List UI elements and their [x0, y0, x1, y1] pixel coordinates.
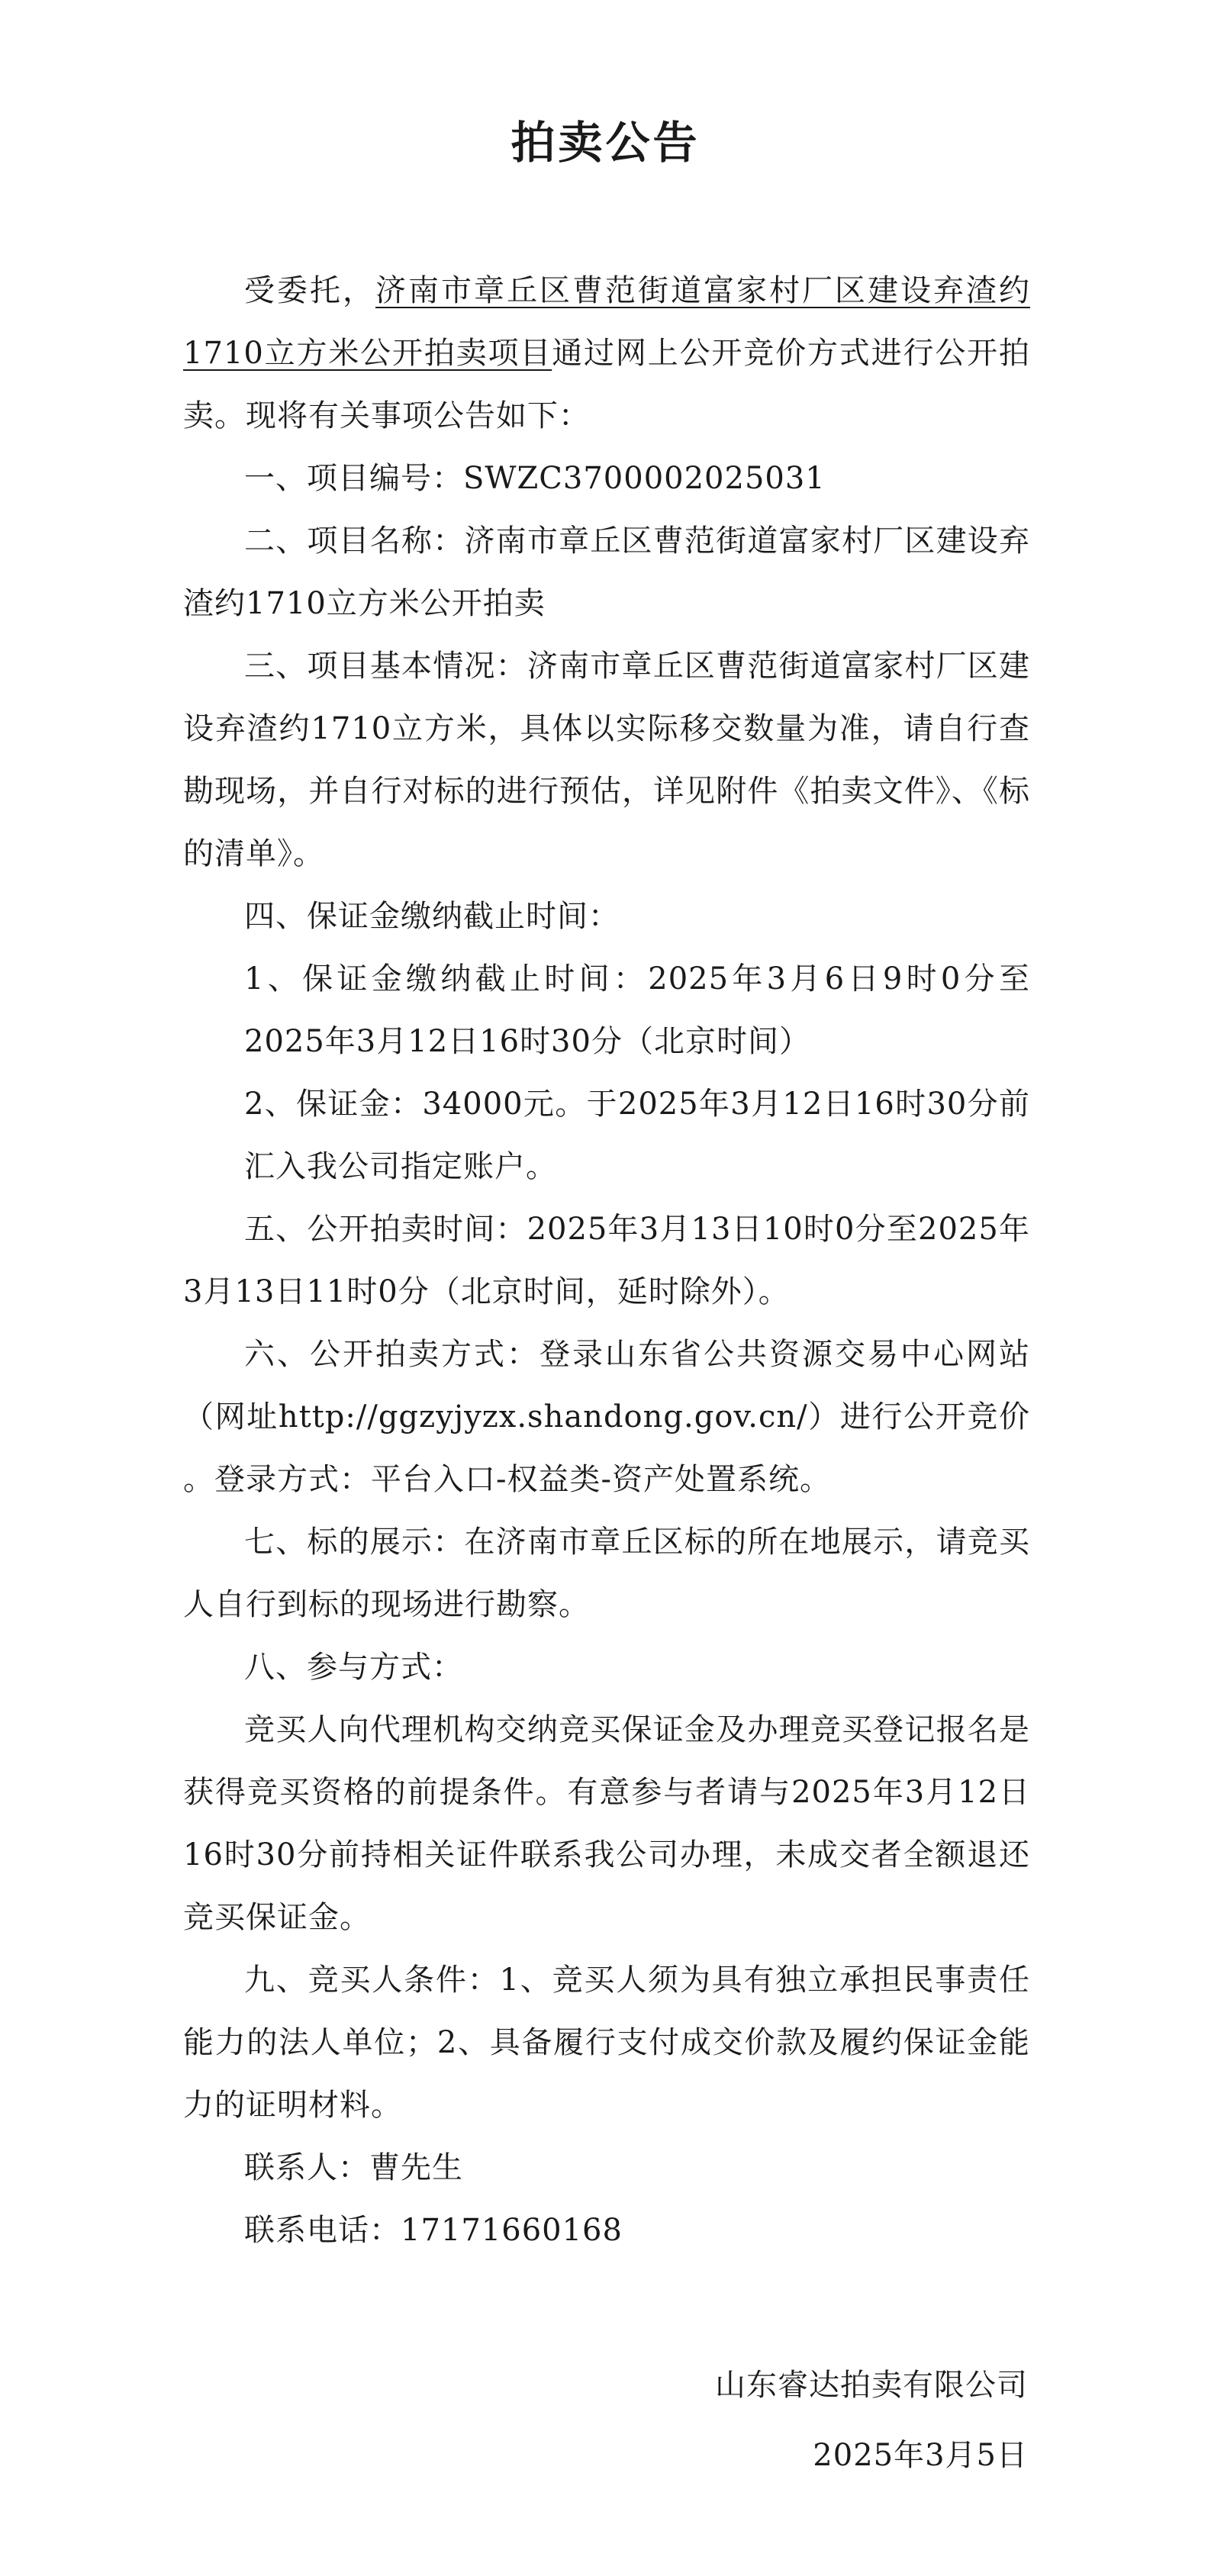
project-title-link: 济南市章丘区曹范街道富家村厂区建设弃渣约1710立方米公开拍卖项目 [183, 273, 1030, 371]
announcement-date: 2025年3月5日 [813, 2438, 1028, 2473]
page-title: 拍卖公告 [510, 117, 701, 169]
project-number: 一、项目编号：SWZC3700002025031 [244, 461, 826, 496]
participation-heading: 八、参与方式： [244, 1650, 463, 1685]
intro-suffix: 通过网上公开竞价方式进行公开拍卖。现将有关事项公告如下： [183, 336, 1031, 433]
auction-method: 六、公开拍卖方式：登录山东省公共资源交易中心网站（网址http://ggzyjyzx.shandong.gov.cn/）进行公开竞价 。登录方式：平台入口-权益类-资产处置系统。 [183, 1337, 1030, 1497]
contact-phone: 联系电话：17171660168 [244, 2213, 623, 2248]
deposit-deadline-heading: 四、保证金缴纳截止时间： [244, 899, 620, 934]
deposit-deadline-item-1: 1、保证金缴纳截止时间：2025年3月6日9时0分至2025年3月12日16时30分（北京时间） [244, 961, 1030, 1059]
company-name: 山东睿达拍卖有限公司 [715, 2368, 1028, 2403]
bidder-conditions: 九、竞买人条件：1、竞买人须为具有独立承担民事责任能力的法人单位；2、具备履行支付成交价款及履约保证金能力的证明材料。 [183, 1963, 1030, 2123]
item-display: 七、标的展示：在济南市章丘区标的所在地展示，请竞买人自行到标的现场进行勘察。 [183, 1525, 1030, 1622]
auction-time: 五、公开拍卖时间：2025年3月13日10时0分至2025年3月13日11时0分（北京时间，延时除外）。 [183, 1212, 1030, 1309]
project-basic-info: 三、项目基本情况：济南市章丘区曹范街道富家村厂区建设弃渣约1710立方米，具体以实际移交数量为准，请自行查勘现场，并自行对标的进行预估，详见附件《拍卖文件》、《标的清单》。 [183, 649, 1030, 871]
project-name: 二、项目名称：济南市章丘区曹范街道富家村厂区建设弃渣约1710立方米公开拍卖 [183, 523, 1030, 621]
intro-paragraph [183, 259, 1030, 447]
announcement-body [183, 259, 1030, 2262]
deposit-deadline-item-2: 2、保证金：34000元。于2025年3月12日16时30分前汇入我公司指定账户。 [244, 1087, 1030, 1184]
participation-body: 竞买人向代理机构交纳竞买保证金及办理竞买登记报名是获得竞买资格的前提条件。有意参与者请与2025年3月12日16时30分前持相关证件联系我公司办理，未成交者全额退还竞买保证金。 [183, 1712, 1030, 1935]
signature-block [715, 2350, 1028, 2491]
contact-person: 联系人：曹先生 [244, 2150, 463, 2185]
intro-prefix: 受委托， [244, 273, 375, 308]
